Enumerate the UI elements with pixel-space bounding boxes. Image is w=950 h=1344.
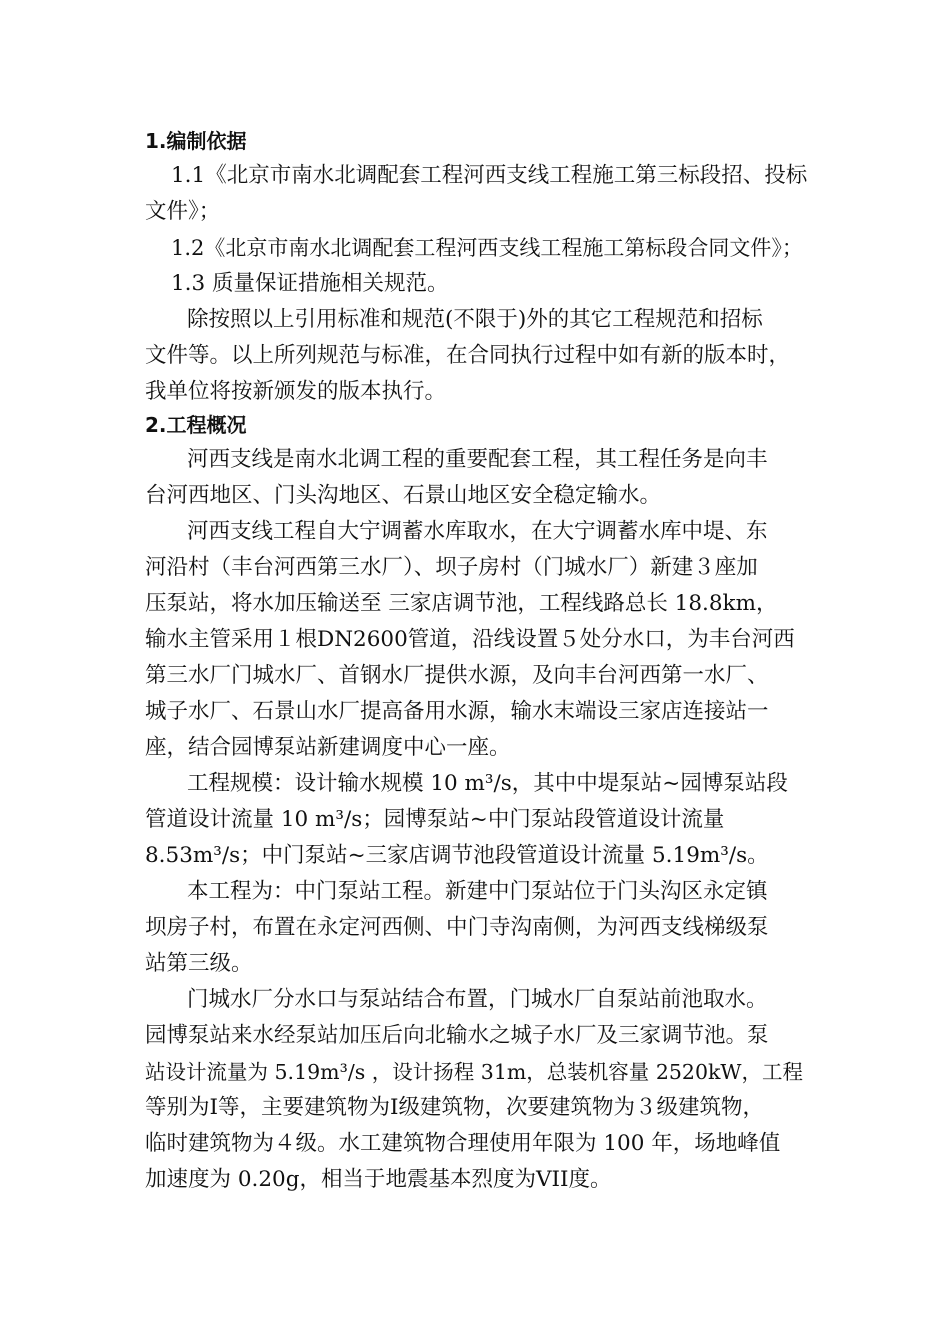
overview-p1-line-1: 河西支线是南水北调工程的重要配套工程，其工程任务是向丰 bbox=[187, 447, 768, 472]
overview-p5-line-5: 临时建筑物为４级。水工建筑物合理使用年限为 100 年，场地峰值 bbox=[145, 1131, 781, 1156]
overview-p5-line-6: 加速度为 0.20g，相当于地震基本烈度为VII度。 bbox=[145, 1167, 612, 1192]
overview-p2-line-2: 河沿村（丰台河西第三水厂）、坝子房村（门城水厂）新建３座加 bbox=[145, 555, 758, 580]
overview-p2-line-3: 压泵站，将水加压输送至 三家店调节池，工程线路总长 18.8km， bbox=[145, 591, 778, 616]
basis-paragraph-line-2: 文件等。以上所列规范与标准，在合同执行过程中如有新的版本时， bbox=[145, 343, 791, 368]
overview-p1-line-2: 台河西地区、门头沟地区、石景山地区安全稳定输水。 bbox=[145, 483, 662, 508]
overview-p5-line-2: 园博泵站来水经泵站加压后向北输水之城子水厂及三家调节池。泵 bbox=[145, 1023, 769, 1048]
overview-p2-line-5: 第三水厂门城水厂、首钢水厂提供水源，及向丰台河西第一水厂、 bbox=[145, 663, 769, 688]
overview-p4-line-2: 坝房子村，布置在永定河西侧、中门寺沟南侧，为河西支线梯级泵 bbox=[145, 915, 769, 940]
overview-p5-line-1: 门城水厂分水口与泵站结合布置，门城水厂自泵站前池取水。 bbox=[187, 987, 768, 1012]
overview-p4-line-3: 站第三级。 bbox=[145, 951, 253, 976]
overview-p5-line-4: 等别为I等，主要建筑物为I级建筑物，次要建筑物为３级建筑物， bbox=[145, 1095, 764, 1120]
overview-p2-line-4: 输水主管采用１根DN2600管道，沿线设置５处分水口，为丰台河西 bbox=[145, 627, 795, 652]
overview-p3-line-1: 工程规模：设计输水规模 10 m³/s，其中中堤泵站~园博泵站段 bbox=[187, 771, 788, 796]
basis-paragraph-line-3: 我单位将按新颁发的版本执行。 bbox=[145, 379, 447, 404]
section-heading-basis: 1.编制依据 bbox=[145, 129, 247, 153]
basis-item-1-line-2: 文件》； bbox=[145, 199, 221, 224]
basis-paragraph-line-1: 除按照以上引用标准和规范(不限于)外的其它工程规范和招标 bbox=[187, 307, 763, 332]
overview-p5-line-3: 站设计流量为 5.19m³/s ，设计扬程 31m，总装机容量 2520kW，工程 bbox=[145, 1060, 803, 1084]
overview-p3-line-2: 管道设计流量 10 m³/s；园博泵站~中门泵站段管道设计流量 bbox=[145, 807, 725, 832]
basis-item-1-line-1: 1.1《北京市南水北调配套工程河西支线工程施工第三标段招、投标 bbox=[171, 163, 808, 188]
overview-p4-line-1: 本工程为：中门泵站工程。新建中门泵站位于门头沟区永定镇 bbox=[187, 879, 768, 904]
overview-p2-line-1: 河西支线工程自大宁调蓄水库取水，在大宁调蓄水库中堤、东 bbox=[187, 519, 768, 544]
basis-item-2: 1.2《北京市南水北调配套工程河西支线工程施工第标段合同文件》； bbox=[171, 236, 803, 260]
basis-item-3: 1.3 质量保证措施相关规范。 bbox=[171, 271, 449, 296]
overview-p2-line-6: 城子水厂、石景山水厂提高备用水源，输水末端设三家店连接站一 bbox=[145, 699, 769, 724]
overview-p3-line-3: 8.53m³/s；中门泵站~三家店调节池段管道设计流量 5.19m³/s。 bbox=[145, 843, 769, 868]
overview-p2-line-7: 座，结合园博泵站新建调度中心一座。 bbox=[145, 735, 511, 760]
section-heading-overview: 2.工程概况 bbox=[145, 413, 247, 437]
document-body bbox=[145, 126, 810, 1198]
